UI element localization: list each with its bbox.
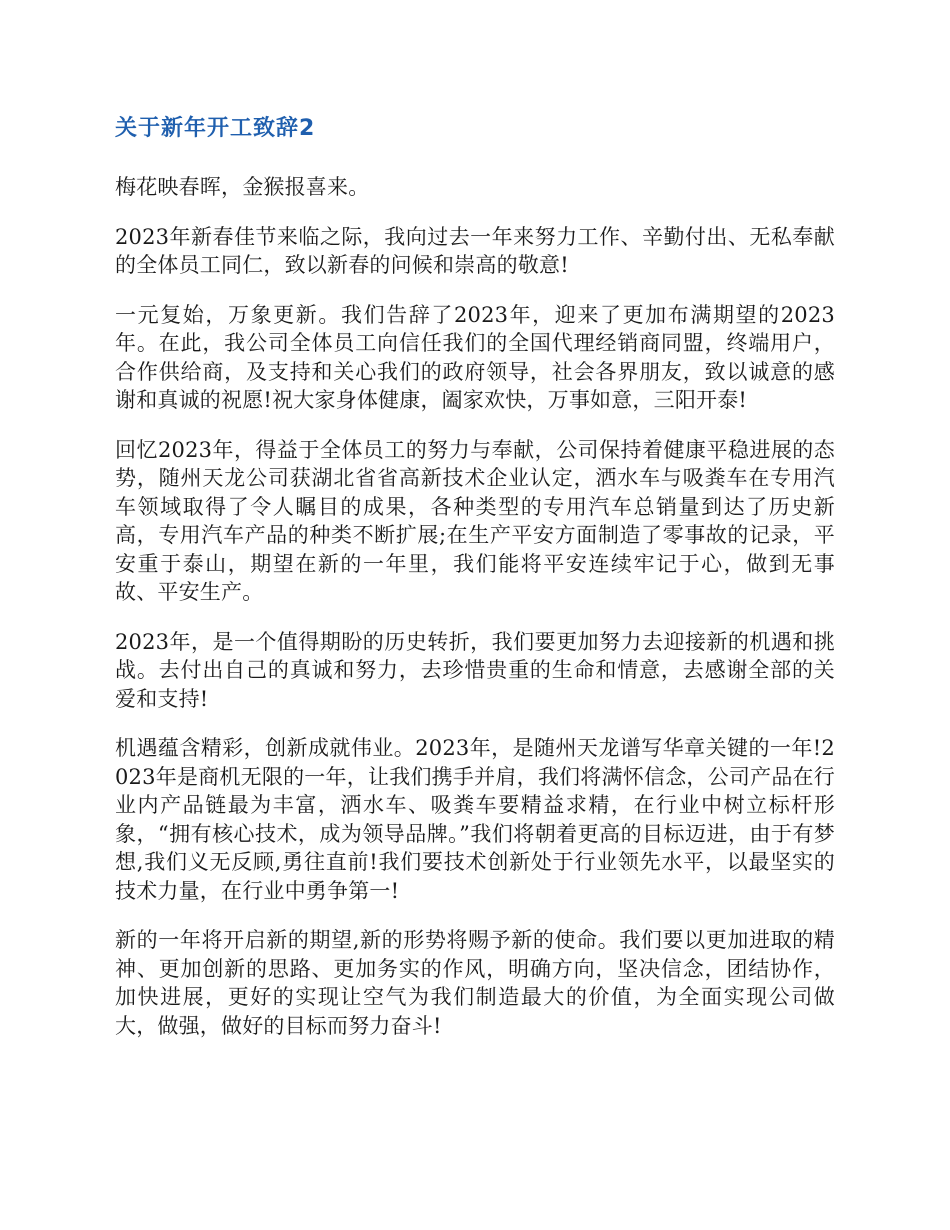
paragraph-closing: 新的一年将开启新的期望,新的形势将赐予新的使命。我们要以更加进取的精神、更加创新的思路、更加务实的作风，明确方向，坚决信念，团结协作，加快进展，更好的实现让空气为我们制造最大的价值，为全面实现公司做大，做强，做好的目标而努力奋斗! bbox=[115, 928, 835, 1038]
paragraph-thanks: 一元复始，万象更新。我们告辞了2023年，迎来了更加布满期望的2023年。在此，我公司全体员工向信任我们的全国代理经销商同盟，终端用户，合作供给商，及支持和关心我们的政府领导，社会各界朋友，致以诚意的感谢和真诚的祝愿!祝大家身体健康，阖家欢快，万事如意，三阳开泰! bbox=[115, 302, 835, 412]
paragraph-innovation: 机遇蕴含精彩，创新成就伟业。2023年，是随州天龙谱写华章关键的一年!2023年是商机无限的一年，让我们携手并肩，我们将满怀信念，公司产品在行业内产品链最为丰富，洒水车、吸粪车要精益求精，在行业中树立标杆形象，“拥有核心技术，成为领导品牌。”我们将朝着更高的目标迈进，由于有梦想,我们义无反顾,勇往直前!我们要技术创新处于行业领先水平，以最坚实的技术力量，在行业中勇争第一! bbox=[115, 736, 835, 903]
document-page bbox=[115, 110, 835, 1061]
paragraph-new-year-wishes: 2023年新春佳节来临之际，我向过去一年来努力工作、辛勤付出、无私奉献的全体员工同仁，致以新春的问候和崇高的敬意! bbox=[115, 224, 835, 277]
paragraph-review: 回忆2023年，得益于全体员工的努力与奉献，公司保持着健康平稳进展的态势，随州天龙公司获湖北省省高新技术企业认定，洒水车与吸粪车在专用汽车领域取得了令人瞩目的成果，各种类型的专用汽车总销量到达了历史新高，专用汽车产品的种类不断扩展;在生产平安方面制造了零事故的记录，平安重于泰山，期望在新的一年里，我们能将平安连续牢记于心，做到无事故、平安生产。 bbox=[115, 437, 835, 604]
document-title: 关于新年开工致辞2 bbox=[115, 116, 316, 141]
paragraph-greeting: 梅花映春晖，金猴报喜来。 bbox=[115, 175, 370, 199]
paragraph-turning-point: 2023年，是一个值得期盼的历史转折，我们要更加努力去迎接新的机遇和挑战。去付出自己的真诚和努力，去珍惜贵重的生命和情意，去感谢全部的关爱和支持! bbox=[115, 629, 835, 711]
